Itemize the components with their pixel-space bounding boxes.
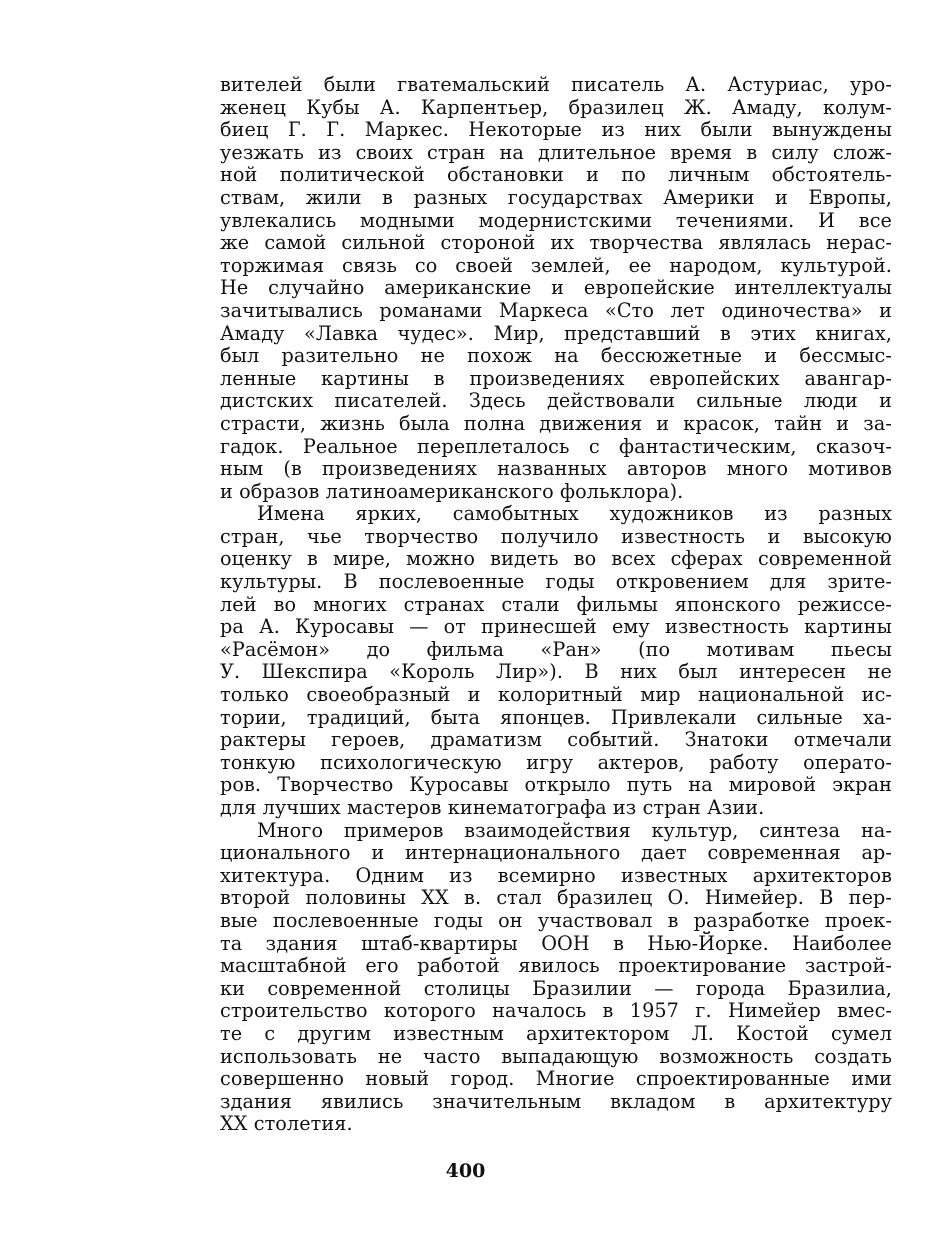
text-line: использовать не часто выпадающую возможность создать bbox=[220, 1044, 892, 1068]
text-line: Имена ярких, самобытных художников из разных bbox=[257, 502, 892, 526]
text-line: зачитывались романами Маркеса «Сто лет одиночества» и bbox=[220, 298, 892, 322]
text-line: вые послевоенные годы он участвовал в разработке проек- bbox=[220, 908, 892, 932]
text-line: же самой сильной стороной их творчества являлась нерас- bbox=[220, 231, 892, 255]
text-line: ствам, жили в разных государствах Америки и Европы, bbox=[220, 185, 892, 209]
text-line: XX столетия. bbox=[220, 1112, 353, 1136]
text-line: культуры. В послевоенные годы откровением для зрите- bbox=[220, 570, 892, 594]
text-line: та здания штаб-квартиры ООН в Нью-Йорке. Наиболее bbox=[220, 931, 892, 955]
text-line: Не случайно американские и европейские интеллектуалы bbox=[220, 276, 892, 300]
text-line: дистских писателей. Здесь действовали сильные люди и bbox=[220, 389, 892, 413]
paragraph-niemeyer bbox=[220, 820, 892, 1136]
text-line: торжимая связь со своей землей, ее народом, культурой. bbox=[220, 253, 892, 277]
text-line: женец Кубы А. Карпентьер, бразилец Ж. Амаду, колум- bbox=[220, 95, 892, 119]
text-line: оценку в мире, можно видеть во всех сферах современной bbox=[220, 547, 892, 571]
text-line: здания явились значительным вкладом в архитектуру bbox=[220, 1089, 892, 1113]
paragraph-latin-american-writers bbox=[220, 74, 892, 503]
text-line: строительство которого началось в 1957 г. Нимейер вмес- bbox=[220, 999, 892, 1023]
text-line: Амаду «Лавка чудес». Мир, представший в этих книгах, bbox=[220, 321, 892, 345]
text-line: ки современной столицы Бразилии — города Бразилиа, bbox=[220, 976, 892, 1000]
text-line: ной политической обстановки и по личным обстоятель- bbox=[220, 163, 892, 187]
text-line: был разительно не похож на бессюжетные и бессмыс- bbox=[220, 344, 892, 368]
text-line: ленные картины в произведениях европейских авангар- bbox=[220, 366, 892, 390]
text-line: совершенно новый город. Многие спроектированные ими bbox=[220, 1067, 892, 1091]
text-line: масштабной его работой явилось проектирование застрой- bbox=[220, 954, 892, 978]
text-line: только своеобразный и колоритный мир национальной ис- bbox=[220, 683, 892, 707]
page-body bbox=[220, 74, 892, 1136]
text-line: У. Шекспира «Король Лир»). В них был интересен не bbox=[220, 660, 892, 684]
paragraph-kurosawa bbox=[220, 503, 892, 819]
text-line: те с другим известным архитектором Л. Костой сумел bbox=[220, 1021, 892, 1045]
text-line: хитектура. Одним из всемирно известных архитекторов bbox=[220, 863, 892, 887]
text-line: страсти, жизнь была полна движения и красок, тайн и за- bbox=[220, 411, 892, 435]
text-line: вителей были гватемальский писатель А. Астуриас, уро- bbox=[220, 73, 892, 96]
text-line: ра А. Куросавы — от принесшей ему известность картины bbox=[220, 615, 892, 639]
text-line: увлекались модными модернистскими течениями. И все bbox=[220, 208, 892, 232]
text-line: ционального и интернационального дает современная ар- bbox=[220, 841, 892, 865]
text-line: гадок. Реальное переплеталось с фантастическим, сказоч- bbox=[220, 434, 892, 458]
text-line: для лучших мастеров кинематографа из стран Азии. bbox=[220, 796, 765, 819]
text-line: «Расёмон» до фильма «Ран» (по мотивам пьесы bbox=[220, 637, 892, 661]
text-line: биец Г. Г. Маркес. Некоторые из них были вынуждены bbox=[220, 118, 892, 142]
text-line: тории, традиций, быта японцев. Привлекали сильные ха- bbox=[220, 705, 892, 729]
page-number: 400 bbox=[445, 1160, 486, 1182]
text-line: лей во многих странах стали фильмы японского режиссе- bbox=[220, 592, 892, 616]
text-line: рактеры героев, драматизм событий. Знатоки отмечали bbox=[220, 728, 892, 752]
text-line: ров. Творчество Куросавы открыло путь на мировой экран bbox=[220, 773, 892, 797]
text-line: уезжать из своих стран на длительное время в силу слож- bbox=[220, 140, 892, 164]
text-line: тонкую психологическую игру актеров, работу операто- bbox=[220, 750, 892, 774]
text-line: ным (в произведениях названных авторов много мотивов bbox=[220, 457, 892, 481]
text-line: второй половины XX в. стал бразилец О. Нимейер. В пер- bbox=[220, 886, 892, 910]
text-line: стран, чье творчество получило известность и высокую bbox=[220, 524, 892, 548]
text-line: и образов латиноамериканского фольклора). bbox=[220, 479, 684, 503]
text-line: Много примеров взаимодействия культур, синтеза на- bbox=[257, 818, 892, 842]
